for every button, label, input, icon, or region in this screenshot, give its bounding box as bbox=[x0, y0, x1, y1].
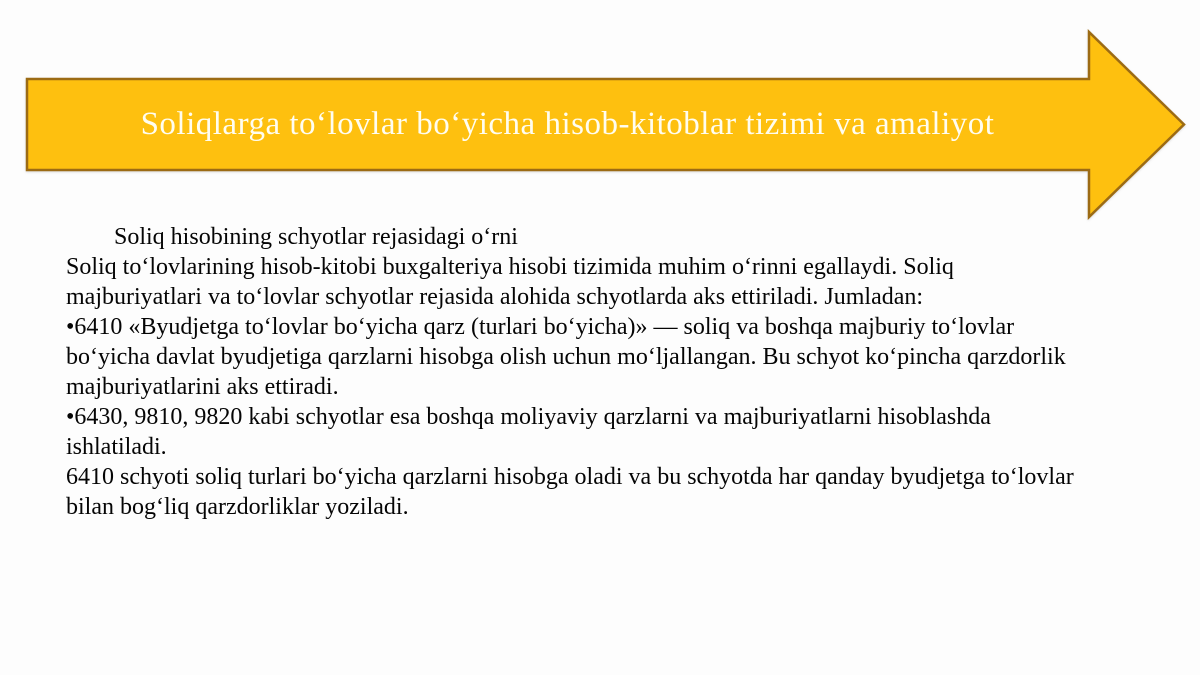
text-line: 6410 schyoti soliq turlari boʻyicha qarzlarni hisobga oladi va bu schyotda har qanday byudjetga toʻlovlar bbox=[66, 464, 1074, 490]
body-heading-line: Soliq hisobining schyotlar rejasidagi oʻrni bbox=[114, 224, 518, 250]
text-line: boʻyicha davlat byudjetiga qarzlarni hisobga olish uchun moʻljallangan. Bu schyot koʻpincha qarzdorlik bbox=[66, 344, 1066, 370]
slide-title: Soliqlarga toʻlovlar boʻyicha hisob-kitoblar tizimi va amaliyot bbox=[140, 106, 995, 143]
bullet-line: •6430, 9810, 9820 kabi schyotlar esa boshqa moliyaviy qarzlarni va majburiyatlarni hisoblashda bbox=[66, 404, 991, 430]
text-line: majburiyatlarini aks ettiradi. bbox=[66, 374, 339, 400]
text-line: Soliq toʻlovlarining hisob-kitobi buxgalteriya hisobi tizimida muhim oʻrinni egallaydi. Soliq bbox=[66, 254, 954, 280]
text-line: ishlatiladi. bbox=[66, 434, 167, 460]
text-line: bilan bogʻliq qarzdorliklar yoziladi. bbox=[66, 494, 409, 520]
bullet-line: •6410 «Byudjetga toʻlovlar boʻyicha qarz (turlari boʻyicha)» — soliq va boshqa majburiy toʻlovlar bbox=[66, 314, 1015, 340]
text-line: majburiyatlari va toʻlovlar schyotlar rejasida alohida schyotlarda aks ettiriladi. Jumladan: bbox=[66, 284, 924, 310]
slide-body-text bbox=[66, 222, 1136, 522]
